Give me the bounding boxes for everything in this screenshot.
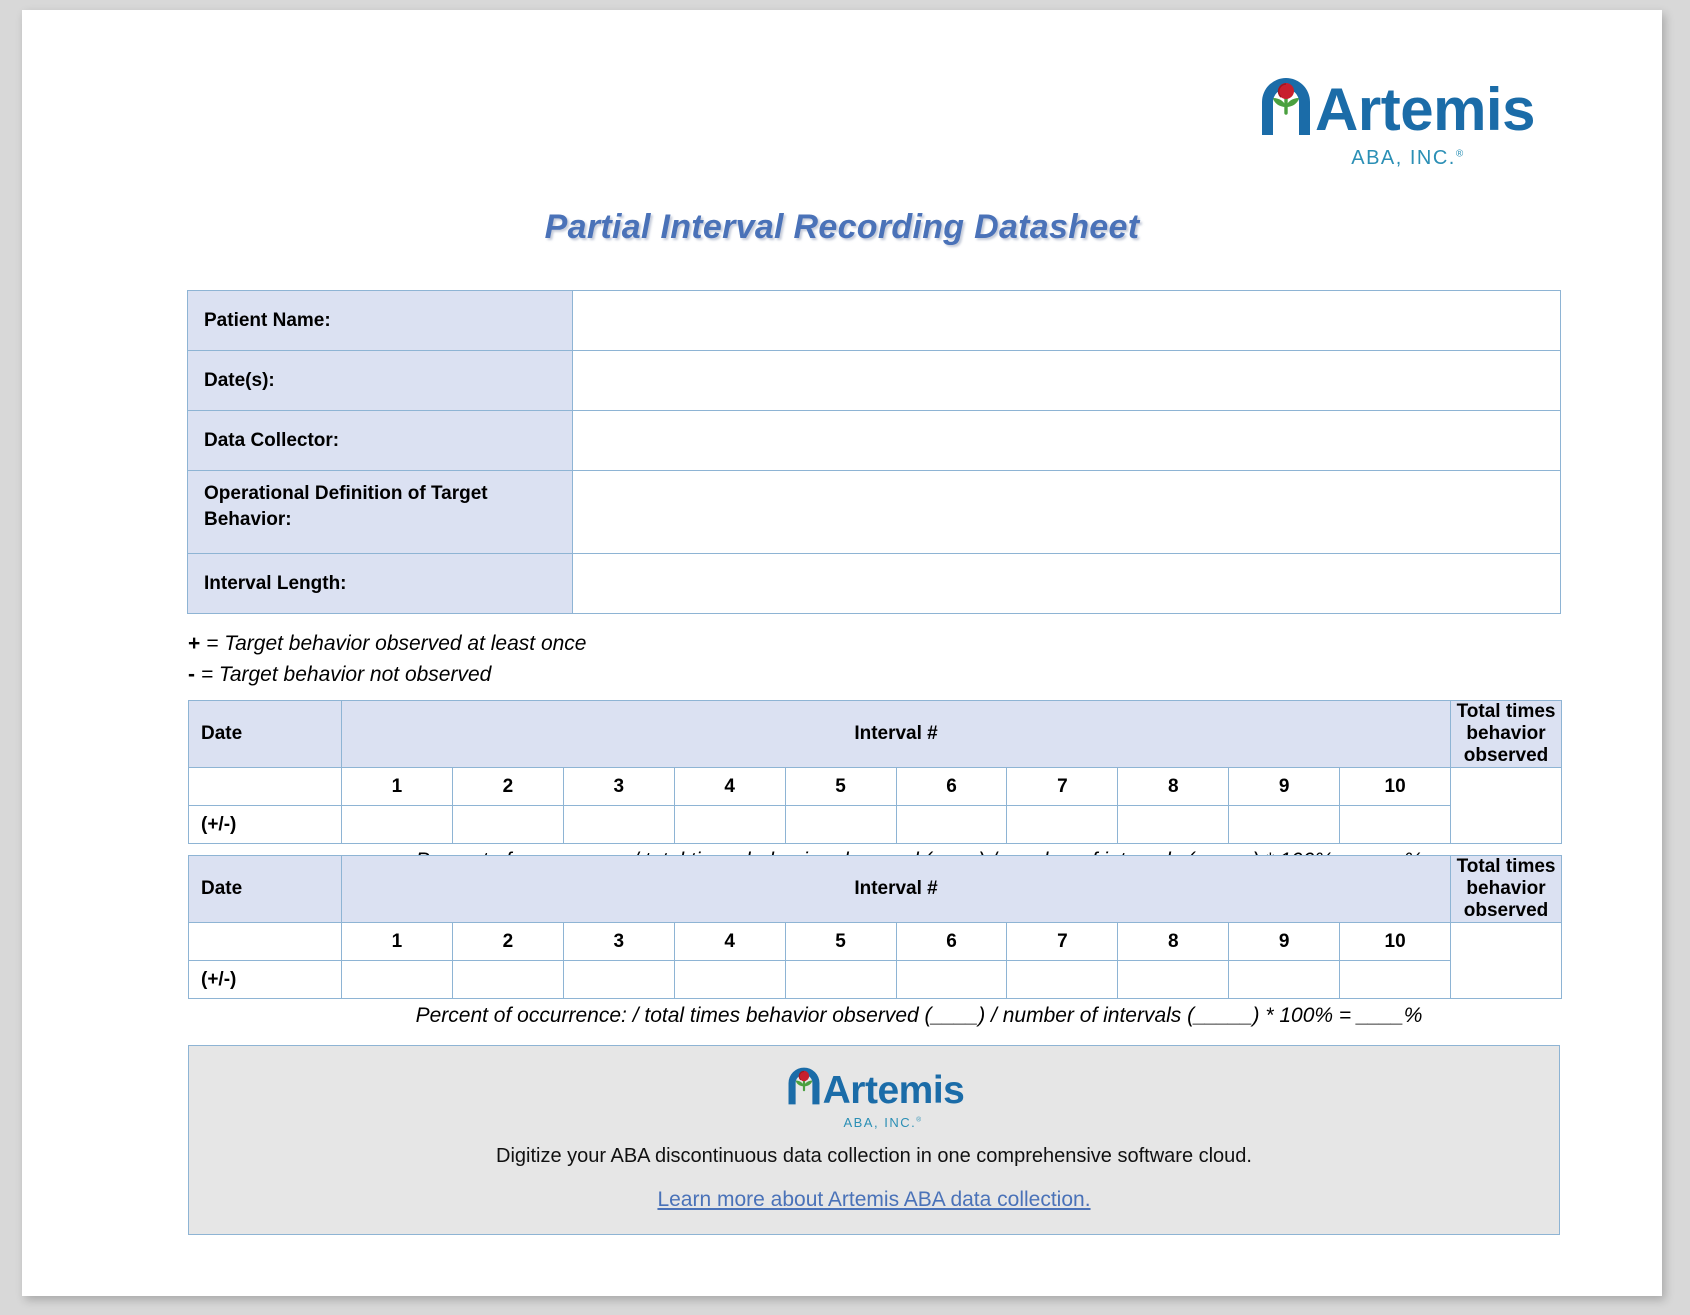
interval-table-1	[188, 700, 1562, 844]
table-row-header-2	[189, 856, 1562, 923]
cell-mark[interactable]	[563, 806, 674, 844]
legend-item-plus	[188, 628, 587, 659]
page-title: Partial Interval Recording Datasheet	[544, 208, 1140, 246]
cell-mark[interactable]	[1340, 961, 1451, 999]
interval-number: 2	[452, 923, 563, 961]
cell-mark[interactable]	[1340, 806, 1451, 844]
label-dates: Date(s):	[188, 351, 573, 411]
interval-number: 2	[452, 768, 563, 806]
cell-mark[interactable]	[1229, 806, 1340, 844]
info-row-data-collector	[188, 411, 1561, 471]
interval-number: 1	[342, 768, 453, 806]
interval-number: 6	[896, 923, 1007, 961]
interval-number: 9	[1229, 923, 1340, 961]
document-page	[22, 10, 1662, 1296]
cell-mark[interactable]	[1007, 806, 1118, 844]
cell-total-value-1[interactable]	[1451, 768, 1562, 844]
interval-number: 10	[1340, 923, 1451, 961]
interval-number: 8	[1118, 768, 1229, 806]
brand-wordmark: Artemis	[1315, 76, 1535, 143]
header-interval-2: Interval #	[342, 856, 1451, 923]
cell-mark[interactable]	[674, 961, 785, 999]
label-interval-length: Interval Length:	[188, 554, 573, 614]
header-date-2: Date	[189, 856, 342, 923]
cell-mark[interactable]	[1229, 961, 1340, 999]
interval-number: 10	[1340, 768, 1451, 806]
brand-subtitle-text: ABA, INC.	[1351, 147, 1456, 169]
interval-number: 4	[674, 768, 785, 806]
footer-tagline: Digitize your ABA discontinuous data collection in one comprehensive software cloud.	[496, 1145, 1252, 1167]
table-row-marks-2	[189, 961, 1562, 999]
label-patient-name: Patient Name:	[188, 291, 573, 351]
cell-date-value-2[interactable]	[189, 923, 342, 961]
cell-mark[interactable]	[785, 806, 896, 844]
cell-mark[interactable]	[1118, 961, 1229, 999]
interval-number: 9	[1229, 768, 1340, 806]
cell-mark[interactable]	[342, 806, 453, 844]
legend-text-plus: = Target behavior observed at least once	[200, 632, 587, 655]
cell-mark[interactable]	[1007, 961, 1118, 999]
row-label-plusminus-2: (+/-)	[189, 961, 342, 999]
cell-mark[interactable]	[896, 806, 1007, 844]
interval-number: 7	[1007, 923, 1118, 961]
patient-info-table	[187, 290, 1561, 614]
interval-number: 1	[342, 923, 453, 961]
brand-subtitle	[1296, 148, 1520, 168]
label-operational-definition: Operational Definition of Target Behavior:	[188, 471, 573, 554]
interval-block-2	[188, 855, 1562, 1028]
plus-symbol: +	[188, 632, 201, 655]
interval-number: 5	[785, 768, 896, 806]
cell-mark[interactable]	[452, 806, 563, 844]
interval-number: 6	[896, 768, 1007, 806]
interval-block-1	[188, 700, 1562, 873]
cell-mark[interactable]	[1118, 806, 1229, 844]
header-interval-1: Interval #	[342, 701, 1451, 768]
header-total-2: Total times behavior observed	[1451, 856, 1562, 923]
brand-subtitle	[207, 1116, 1559, 1129]
brand-wordmark: Artemis	[822, 1069, 965, 1112]
registered-mark: ®	[916, 1116, 923, 1124]
interval-number: 4	[674, 923, 785, 961]
interval-number: 5	[785, 923, 896, 961]
table-row-header-1	[189, 701, 1562, 768]
input-dates[interactable]	[573, 351, 1561, 411]
info-row-interval-length	[188, 554, 1561, 614]
interval-number: 7	[1007, 768, 1118, 806]
brand-subtitle-text: ABA, INC.	[843, 1115, 917, 1130]
interval-number: 3	[563, 923, 674, 961]
cell-mark[interactable]	[452, 961, 563, 999]
header-total-1: Total times behavior observed	[1451, 701, 1562, 768]
legend-item-minus	[188, 659, 587, 690]
input-patient-name[interactable]	[573, 291, 1561, 351]
info-row-dates	[188, 351, 1561, 411]
interval-number: 8	[1118, 923, 1229, 961]
cell-mark[interactable]	[896, 961, 1007, 999]
header-logo	[1270, 73, 1535, 173]
footer-promo-panel	[188, 1045, 1560, 1235]
legend-text-minus: = Target behavior not observed	[195, 663, 492, 687]
cell-mark[interactable]	[674, 806, 785, 844]
table-row-numbers-2	[189, 923, 1562, 961]
header-date-1: Date	[189, 701, 342, 768]
input-interval-length[interactable]	[573, 554, 1561, 614]
percent-formula-2: Percent of occurrence: / total times behavior observed (____) / number of intervals (_____) * 100% = ____%	[415, 1004, 1423, 1027]
registered-mark: ®	[1455, 148, 1465, 160]
interval-table-2	[188, 855, 1562, 999]
cell-mark[interactable]	[785, 961, 896, 999]
info-row-patient-name	[188, 291, 1561, 351]
info-row-operational-definition	[188, 471, 1561, 554]
label-data-collector: Data Collector:	[188, 411, 573, 471]
table-row-numbers-1	[189, 768, 1562, 806]
minus-symbol: -	[188, 663, 195, 687]
interval-number: 3	[563, 768, 674, 806]
footer-logo	[189, 1064, 1559, 1129]
cell-total-value-2[interactable]	[1451, 923, 1562, 999]
artemis-flower-icon	[1255, 73, 1317, 142]
learn-more-link[interactable]: Learn more about Artemis ABA data collection.	[657, 1188, 1091, 1211]
cell-date-value-1[interactable]	[189, 768, 342, 806]
artemis-flower-icon	[784, 1064, 824, 1111]
input-data-collector[interactable]	[573, 411, 1561, 471]
cell-mark[interactable]	[342, 961, 453, 999]
legend	[188, 628, 587, 690]
row-label-plusminus-1: (+/-)	[189, 806, 342, 844]
cell-mark[interactable]	[563, 961, 674, 999]
table-row-marks-1	[189, 806, 1562, 844]
input-operational-definition[interactable]	[573, 471, 1561, 554]
